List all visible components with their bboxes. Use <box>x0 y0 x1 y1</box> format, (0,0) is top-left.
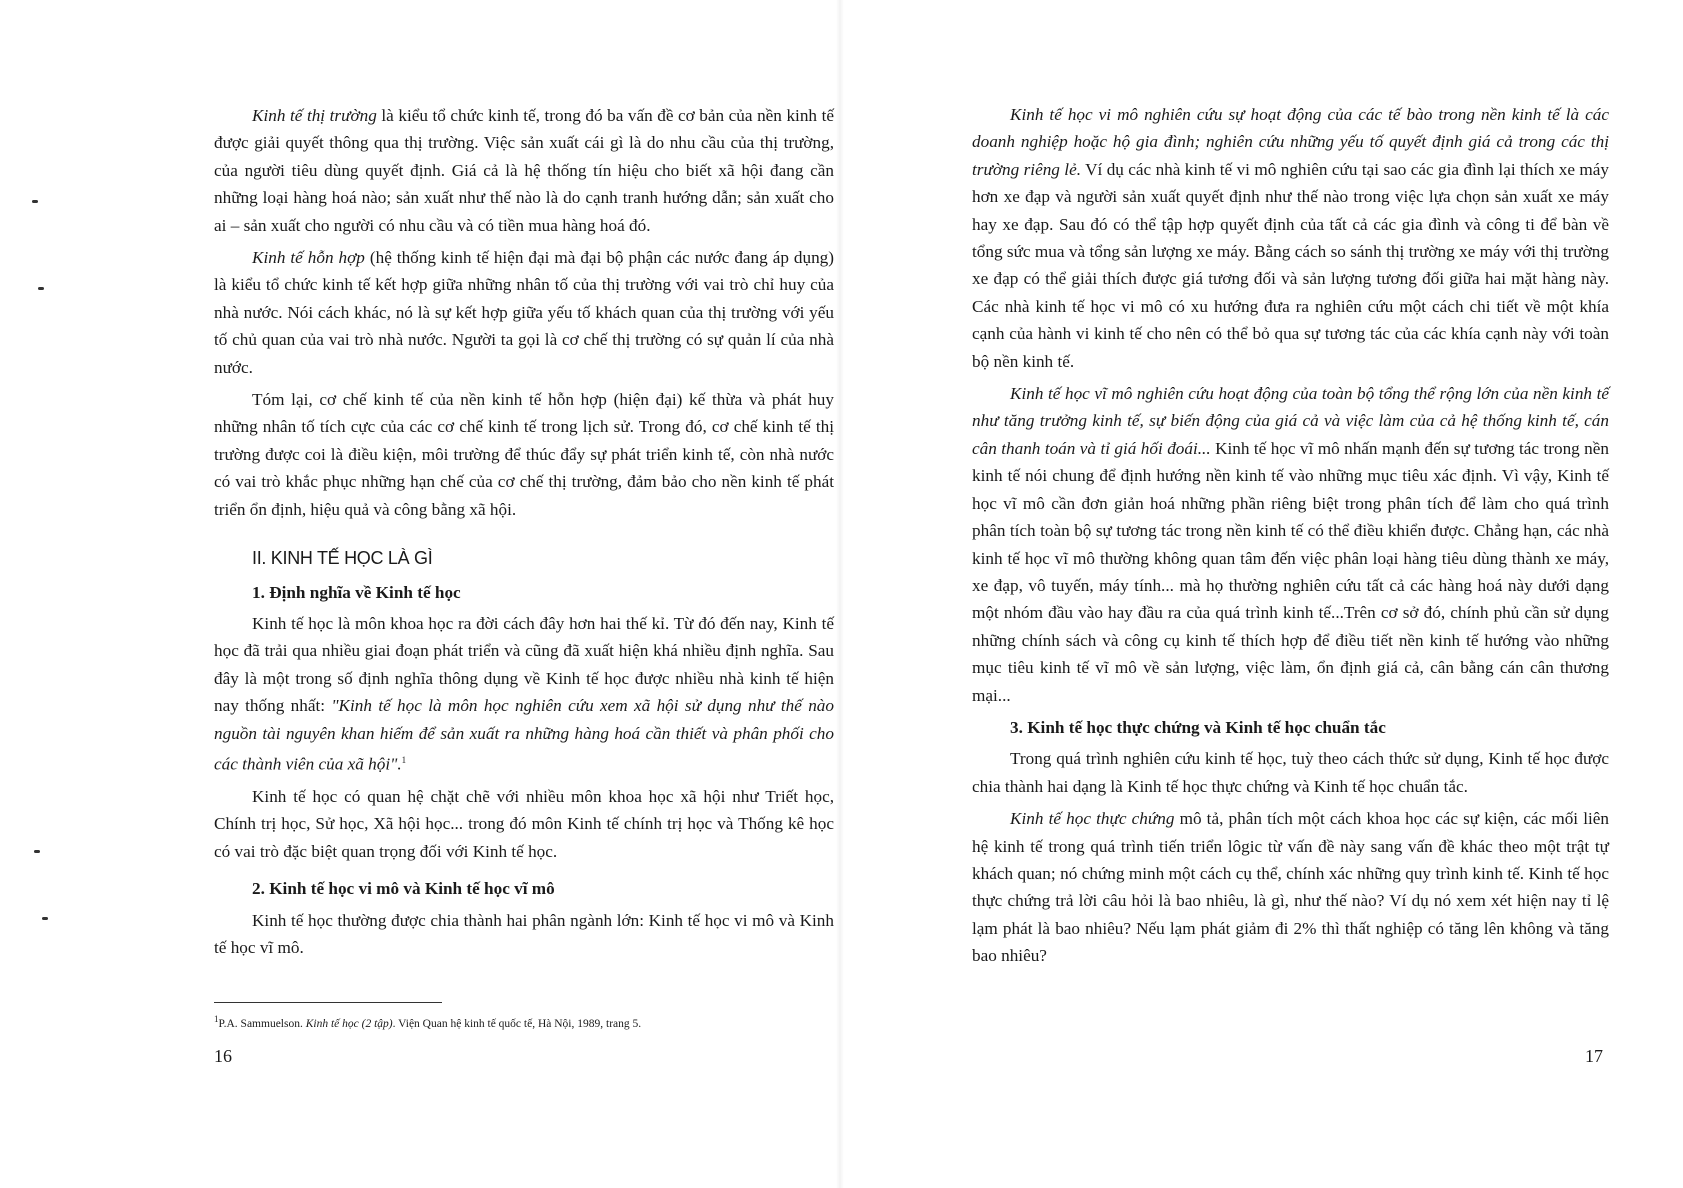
classification-paragraph: Trong quá trình nghiên cứu kinh tế học, tuỳ theo cách thức sử dụng, Kinh tế học được chia thành hai dạng là Kinh tế học thực chứng và Kinh tế học chuẩn tắc. <box>972 749 1609 796</box>
macroeconomics-definition: Kinh tế học vĩ mô nghiên cứu hoạt động của toàn bộ tổng thể rộng lớn của nền kinh tế như tăng trưởng kinh tế, sự biến động của giá cả và việc làm của cả hệ thống kinh tế, cán cân thanh toán và tỉ giá hối đoái... <box>972 384 1609 458</box>
positive-normative-subheading: 3. Kinh tế học thực chứng và Kinh tế học chuẩn tắc <box>1010 717 1386 737</box>
macroeconomics-paragraph <box>972 380 1609 709</box>
right-page-body <box>972 101 1609 975</box>
scan-speck <box>42 917 48 920</box>
market-economy-text: là kiểu tổ chức kinh tế, trong đó ba vấn đề cơ bản của nền kinh tế được giải quyết thông qua thị trường. Việc sản xuất cái gì là do nhu cầu của thị trường, của người tiêu dùng quyết định. Giá cả là hệ thống tín hiệu cho biết xã hội đang cần những loại hàng hoá nào; sản xuất như thế nào là do cạnh tranh hướng dẫn; sản xuất cho ai – sản xuất cho người có nhu cầu và có tiền mua hàng hoá đó. <box>214 106 834 235</box>
left-page-body <box>214 102 834 967</box>
summary-text: Tóm lại, cơ chế kinh tế của nền kinh tế hỗn hợp (hiện đại) kế thừa và phát huy những nhân tố tích cực của các cơ chế kinh tế trong lịch sử. Trong đó, cơ chế kinh tế thị trường được coi là điều kiện, môi trường để thúc đẩy sự phát triển kinh tế, còn nhà nước có vai trò khắc phục những hạn chế của cơ chế thị trường, đảm bảo cho nền kinh tế phát triển ổn định, hiệu quả và công bằng xã hội. <box>214 390 834 519</box>
footnote-mark: 1 <box>214 1014 219 1024</box>
definition-text: Kinh tế học là môn khoa học ra đời cách đây hơn hai thế kỉ. Từ đó đến nay, Kinh tế học đã trải qua nhiều giai đoạn phát triển và cũng đã xuất hiện khá nhiều định nghĩa. Sau đây là một trong số định nghĩa thông dụng về Kinh tế học được nhiều nhà kinh tế hiện nay thống nhất: <box>214 613 834 716</box>
mixed-economy-paragraph <box>214 244 834 381</box>
microeconomics-paragraph <box>972 101 1609 375</box>
footnote-reference: 1 <box>401 754 407 765</box>
microeconomics-definition: Kinh tế học vi mô nghiên cứu sự hoạt động của các tế bào trong nền kinh tế là các doanh nghiệp hoặc hộ gia đình; nghiên cứu những yếu tố quyết định giá cả trong các thị trường riêng lẻ. <box>972 105 1609 179</box>
micro-macro-subheading: 2. Kinh tế học vi mô và Kinh tế học vĩ mô <box>252 879 555 899</box>
market-economy-paragraph <box>214 102 834 239</box>
positive-economics-term: Kinh tế học thực chứng <box>1010 809 1175 829</box>
market-economy-term: Kinh tế thị trường <box>252 106 377 125</box>
footnote-divider <box>214 1002 442 1003</box>
scan-speck <box>32 200 38 203</box>
relation-paragraph: Kinh tế học có quan hệ chặt chẽ với nhiều môn khoa học xã hội như Triết học, Chính trị học, Sử học, Xã hội học... trong đó môn Kinh tế chính trị học và Thống kê học có vai trò đặc biệt quan trọng đối với Kinh tế học. <box>214 787 834 861</box>
summary-paragraph <box>214 386 834 523</box>
right-page <box>840 0 1683 1188</box>
footnote <box>214 1012 814 1032</box>
section-heading: II. KINH TẾ HỌC LÀ GÌ <box>252 548 433 569</box>
positive-economics-paragraph <box>972 805 1609 969</box>
macroeconomics-text: Kinh tế học vĩ mô nhấn mạnh đến sự tương tác trong nền kinh tế nói chung để định hướng nền kinh tế vào những mục tiêu xác định. Vì vậy, Kinh tế học vĩ mô cần đơn giản hoá những phần riêng biệt trong phân tích để làm cho quá trình phân tích toàn bộ sự tương tác trong nền kinh tế có thể điều khiển được. Chẳng hạn, các nhà kinh tế học vĩ mô thường không quan tâm đến việc phân loại hàng tiêu dùng thành xe máy, xe đạp, vô tuyến, máy tính... mà họ thường nghiên cứu tất cả các hàng hoá này dưới dạng một nhóm đầu vào hay đầu ra của quá trình kinh tế...Trên cơ sở đó, chính phủ cần sử dụng những chính sách và công cụ kinh tế thích hợp để điều tiết nền kinh tế hướng vào những mục tiêu kinh tế vĩ mô về sản lượng, việc làm, ổn định giá cả, cân bằng cán cân thương mại... <box>972 438 1609 705</box>
positive-economics-text: mô tả, phân tích một cách khoa học các sự kiện, các mối liên hệ kinh tế trong quá trình tiến triển lôgic từ vấn đề này sang vấn đề khác theo một trật tự khách quan; nó chứng minh một cách cụ thể, chính xác những quy trình kinh tế. Kinh tế học thực chứng trả lời câu hỏi là bao nhiêu, là gì, như thế nào? Ví dụ nó xem xét hiện nay tỉ lệ lạm phát là bao nhiêu? Nếu lạm phát giảm đi 2% thì thất nghiệp có tăng lên không và tăng bao nhiêu? <box>972 809 1610 966</box>
left-page <box>0 0 840 1188</box>
footnote-rest: . Viện Quan hệ kinh tế quốc tế, Hà Nội, 1989, trang 5. <box>392 1017 642 1030</box>
definition-subheading: 1. Định nghĩa về Kinh tế học <box>252 582 461 602</box>
microeconomics-text: Ví dụ các nhà kinh tế vi mô nghiên cứu tại sao các gia đình lại thích xe máy hơn xe đạp và người sản xuất quyết định như thế nào trong việc lựa chọn sản xuất xe máy hay xe đạp. Sau đó có thể tập hợp quyết định của tất cả các gia đình và công ti để bàn về tổng sức mua và tổng sản lượng xe máy. Bằng cách so sánh thị trường xe máy với thị trường xe đạp có thể giải thích được giá tương đối và sản lượng tương đối giữa hai mặt hàng này. Các nhà kinh tế học vi mô có xu hướng đưa ra nghiên cứu một cách chi tiết về một khía cạnh của hành vi kinh tế cho nên có thể bỏ qua sự tương tác của các khía cạnh này với toàn bộ nền kinh tế. <box>972 159 1609 371</box>
scan-speck <box>38 287 44 290</box>
page-number-left: 16 <box>214 1046 232 1066</box>
definition-paragraph <box>214 610 834 778</box>
footnote-title: Kinh tế học (2 tập) <box>305 1017 393 1030</box>
definition-quote: "Kinh tế học là môn học nghiên cứu xem xã hội sử dụng như thế nào nguồn tài nguyên khan hiếm để sản xuất ra những hàng hoá cần thiết và phân phối cho các thành viên của xã hội". <box>214 696 834 774</box>
mixed-economy-term: Kinh tế hỗn hợp <box>252 248 365 268</box>
footnote-author: P.A. Sammuelson. <box>218 1017 306 1030</box>
mixed-economy-text: (hệ thống kinh tế hiện đại mà đại bộ phận các nước đang áp dụng) là kiểu tổ chức kinh tế kết hợp giữa những nhân tố của thị trường với vai trò chỉ huy của nhà nước. Nói cách khác, nó là sự kết hợp giữa yếu tố khách quan của thị trường với yếu tố chủ quan của vai trò nhà nước. Người ta gọi là cơ chế thị trường có sự quản lí của nhà nước. <box>214 248 834 377</box>
scan-speck <box>34 850 40 853</box>
branches-paragraph: Kinh tế học thường được chia thành hai phân ngành lớn: Kinh tế học vi mô và Kinh tế học vĩ mô. <box>214 910 834 958</box>
page-number-right: 17 <box>1585 1046 1603 1066</box>
